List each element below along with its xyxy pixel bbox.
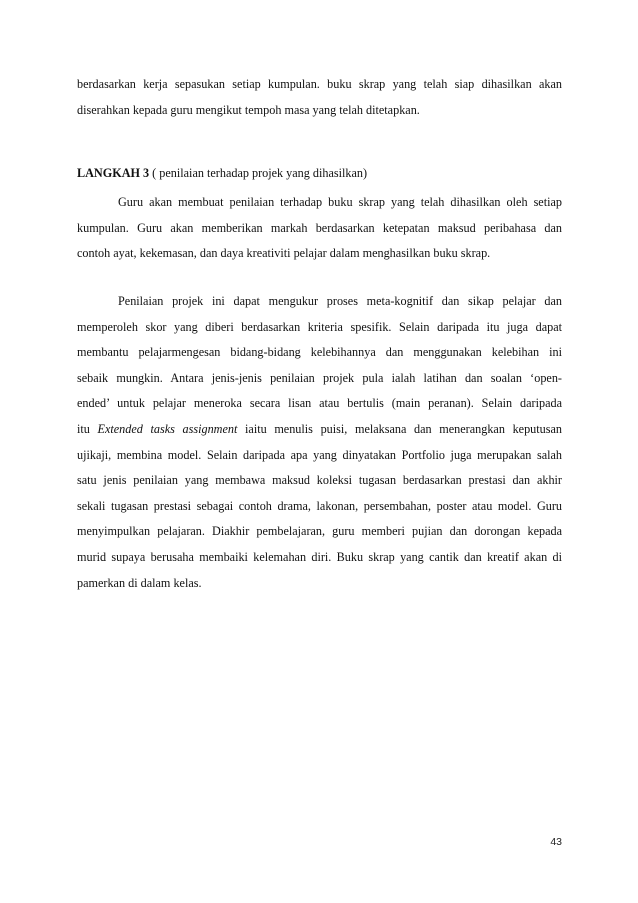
text-line: membantu pelajarmengesan bidang-bidang kelebihannya dan menggunakan kelebihan ini	[77, 345, 562, 360]
text-line: pamerkan di dalam kelas.	[77, 575, 202, 590]
text-line: contoh ayat, kekemasan, dan daya kreativiti pelajar dalam menghasilkan buku skrap.	[77, 246, 491, 261]
line-suffix: iaitu menulis puisi, melaksana dan menerangkan keputusan	[237, 421, 562, 436]
text-line: memperoleh skor yang diberi berdasarkan kriteria spesifik. Selain daripada itu juga dapat	[77, 319, 562, 334]
paragraph-evaluation	[77, 289, 562, 596]
text-line: Penilaian projek ini dapat mengukur proses meta-kognitif dan sikap pelajar dan	[118, 294, 562, 308]
text-line: murid supaya berusaha membaiki kelemahan diri. Buku skrap yang cantik dan kreatif akan di	[77, 549, 562, 564]
heading-label: LANGKAH 3	[77, 166, 150, 180]
text-line: berdasarkan kerja sepasukan setiap kumpulan. buku skrap yang telah siap dihasilkan akan	[77, 77, 562, 91]
text-line: ujikaji, membina model. Selain daripada apa yang dinyatakan Portfolio juga merupakan salah	[77, 447, 562, 462]
text-line: satu jenis penilaian yang membawa maksud koleksi tugasan berdasarkan prestasi dan akhir	[77, 473, 562, 488]
text-line: kumpulan. Guru akan memberikan markah berdasarkan ketepatan maksud peribahasa dan	[77, 220, 562, 235]
text-line: diserahkan kepada guru mengikut tempoh masa yang telah ditetapkan.	[77, 102, 420, 117]
heading-description: ( penilaian terhadap projek yang dihasilkan)	[149, 166, 368, 180]
section-heading	[77, 163, 562, 183]
text-line-with-italic	[77, 417, 562, 443]
text-line: Guru akan membuat penilaian terhadap buku skrap yang telah dihasilkan oleh setiap	[118, 195, 562, 209]
line-prefix: itu	[77, 421, 98, 436]
text-line: ended’ untuk pelajar meneroka secara lisan atau bertulis (main peranan). Selain daripada	[77, 396, 562, 411]
text-line: menyimpulkan pelajaran. Diakhir pembelajaran, guru memberi pujian dan dorongan kepada	[77, 524, 562, 539]
italic-term: Extended tasks assignment	[97, 421, 238, 436]
page-number: 43	[550, 836, 562, 848]
intro-paragraph	[77, 72, 562, 123]
paragraph-assessment	[77, 190, 562, 267]
text-line: sekali tugasan prestasi sebagai contoh drama, lakonan, persembahan, poster atau model. Guru	[77, 498, 562, 513]
text-line: sebaik mungkin. Antara jenis-jenis penilaian projek pula ialah latihan dan soalan ‘open-	[77, 370, 562, 385]
